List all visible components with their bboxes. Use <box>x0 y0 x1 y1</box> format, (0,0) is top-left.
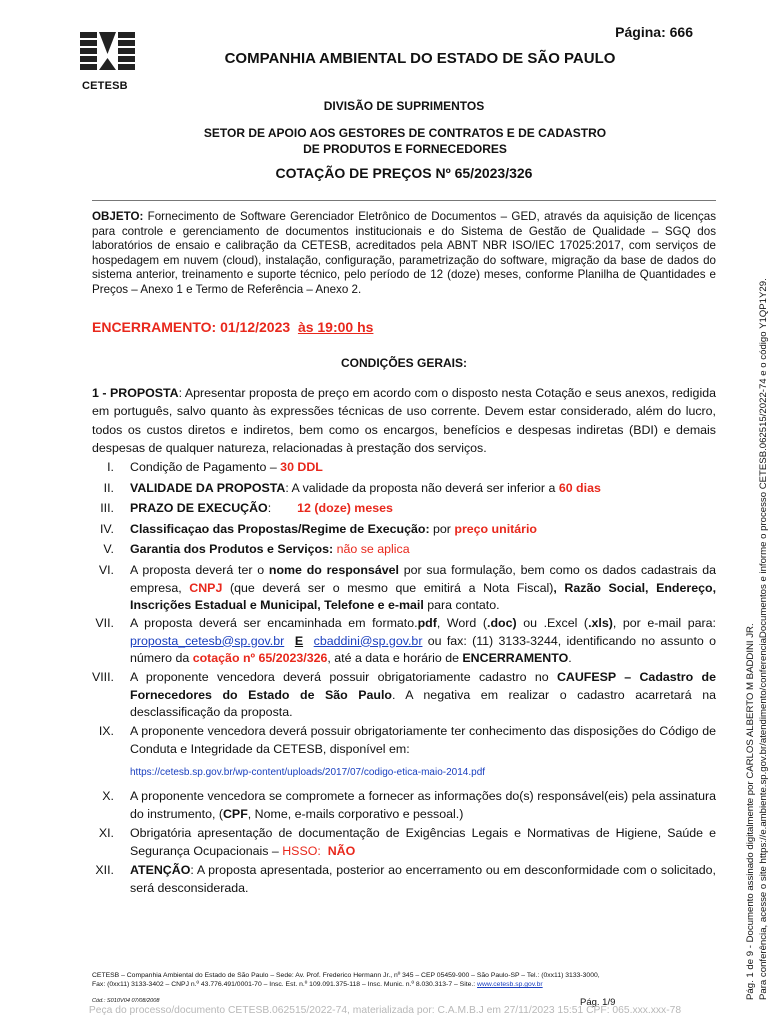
email-link-proposta[interactable]: proposta_cetesb@sp.gov.br <box>130 633 285 648</box>
item-text: . A negativa em realizar o cadastro acarretará na desclassificação da proposta. <box>130 687 716 719</box>
code-of-conduct-link[interactable]: https://cetesb.sp.gov.br/wp-content/uploads/2017/07/codigo-etica-maio-2014.pdf <box>130 767 486 778</box>
warranty-value: não se aplica <box>333 542 410 556</box>
regime-value: preço unitário <box>454 522 537 536</box>
item-number: XI. <box>98 826 114 840</box>
item-text: A proponente vencedora deverá possuir obrigatoriamente cadastro no <box>130 670 557 684</box>
item-text: : A validade da proposta não deverá ser inferior a <box>285 481 559 495</box>
validity-value: 60 dias <box>558 481 601 495</box>
quotation-title: COTAÇÃO DE PREÇOS Nº 65/2023/326 <box>275 165 533 181</box>
sector-line-1: SETOR DE APOIO AOS GESTORES DE CONTRATOS E DE CADASTRO <box>203 126 607 140</box>
encerramento-date: ENCERRAMENTO: 01/12/2023 <box>92 319 291 335</box>
payment-value: 30 DDL <box>280 460 323 474</box>
company-name: COMPANHIA AMBIENTAL DO ESTADO DE SÃO PAULO <box>224 50 616 67</box>
objeto-label: OBJETO: <box>92 210 144 223</box>
objeto-text: Fornecimento de Software Gerenciador Eletrônico de Documentos – GED, através da aquisição de licenças para controle e gerenciamento de documentos institucionais e do Sistema de Gestão de Qualidade – SGQ dos laboratórios de ensaio e calibração da CETESB, acreditados pela ABNT NBR ISO/IEC 17025:2017, com serviços de hospedagem em nuvem (cloud), instalação, configuração, parametrização do software, migração da base de dados do sistema anterior, treinamento e suporte técnico, pelo período de 12 (doze) meses, conforme Planilha de Quantidades e Preços – Anexo 1 e Termo de Referência – Anexo 2. <box>92 210 716 296</box>
item-number: VII. <box>95 616 114 630</box>
side-signature-text: Pág. 1 de 9 - Documento assinado digitalmente por CARLOS ALBERTO M BADDINI JR. <box>745 623 756 1000</box>
proposta-text: : Apresentar proposta de preço em acordo com o disposto nesta Cotação e seus anexos, redigida em português, salvo quanto às expressões técnicas de uso corrente. Devem estar considerado, além do lucro, todos os custos diretos e indiretos, bem como os encargos, benefícios e despesas indiretas (BDI) e demais despesas de qualquer natureza, relacionadas à prestação dos serviços. <box>92 386 716 456</box>
item-text: , Word ( <box>436 616 487 630</box>
watermark: Peça do processo/documento CETESB.062515/2022-74, materializada por: C.A.M.B.J em 27/11/2023 15:51 CPF: 065.xxx.xxx-78 <box>88 1005 682 1016</box>
item-number: VI. <box>98 563 114 577</box>
item-number: X. <box>102 789 114 803</box>
conditions-title: CONDIÇÕES GERAIS: <box>340 356 467 370</box>
item-text: Condição de Pagamento – <box>130 460 281 474</box>
encerramento-line <box>92 319 373 335</box>
item-text: A proposta deverá ser encaminhada em formato. <box>130 616 418 630</box>
item-number: XII. <box>95 863 114 877</box>
item-bold: E <box>294 633 304 648</box>
item-bold: .xls) <box>588 616 613 630</box>
item-label: PRAZO DE EXECUÇÃO <box>130 501 268 515</box>
item-text: para contato. <box>423 598 500 612</box>
item-bold: .doc) <box>487 616 517 630</box>
footer-address <box>92 971 722 989</box>
item-bold: pdf <box>417 616 437 630</box>
item-text: por sua formulação, bem como os dados cadastrais da empresa, <box>130 563 716 595</box>
objeto-paragraph <box>92 210 716 298</box>
cetesb-logo-icon <box>80 30 136 80</box>
item-number: IV. <box>99 522 114 536</box>
footer-code: Cód.: S010V04 07/08/2008 <box>92 998 160 1004</box>
item-bold: , Razão Social, Endereço, Inscrições Estadual e Municipal, Telefone e e-mail <box>130 580 717 612</box>
footer-line-2: Fax: (0xx11) 3133-3402 – CNPJ n.º 43.776.491/0001-70 – Insc. Est. n.º 109.091.375-118 – Insc. Munic. n.º 8.030.313-7 – Site.: <box>92 981 478 988</box>
footer-line-1: CETESB – Companhia Ambiental do Estado de São Paulo – Sede: Av. Prof. Frederico Hermann Jr., nº 345 – CEP 05459-900 – São Paulo-SP – Tel.: (0xx11) 3133-3000, <box>92 972 600 979</box>
item-text: , por e-mail para: <box>612 616 716 630</box>
item-number: II. <box>103 481 114 495</box>
item-bold: nome do responsável <box>268 563 399 577</box>
item-label: VALIDADE DA PROPOSTA <box>130 481 286 495</box>
item-text: A proponente vencedora se compromete a fornecer as informações do(s) responsável(eis) pela assinatura do instrumento, ( <box>130 789 716 821</box>
item-text: por <box>429 522 455 536</box>
item-text: ou fax: (11) 3133-3244, identificando no assunto o número da <box>130 633 716 665</box>
item-bold: ENCERRAMENTO <box>462 651 569 665</box>
item-text: : A proposta apresentada, posterior ao encerramento ou em desconformidade com o solicitado, será desconsiderada. <box>130 863 716 895</box>
divider <box>92 200 716 201</box>
item-bold: ATENÇÃO <box>130 863 191 877</box>
item-number: III. <box>100 501 114 515</box>
item-number: VIII. <box>91 670 114 684</box>
item-text: , Nome, e-mails corporativo e pessoal.) <box>247 806 464 821</box>
item-number: IX. <box>98 724 114 738</box>
execution-term-value: 12 (doze) meses <box>297 501 393 515</box>
item-label: Classificaçao das Propostas/Regime de Execução: <box>130 522 430 536</box>
proposta-paragraph <box>92 384 716 458</box>
page-number-label: Página: 666 <box>615 24 693 40</box>
item-text: A proponente vencedora deverá possuir obrigatoriamente ter conhecimento das disposições do Código de Conduta e Integridade da CETESB, disponível em: <box>130 724 716 756</box>
side-verification-text: Para conferência, acesse o site https://e.ambiente.sp.gov.br/atendimento/conferenciaDocumentos e informe o processo CETESB.062515/2022-74 e o código Y1QP1Y29. <box>758 278 769 1000</box>
hsso-value: NÃO <box>327 843 356 858</box>
item-text: , até a data e horário de <box>327 651 463 665</box>
item-text: A proposta deverá ter o <box>130 563 269 577</box>
sector-line-2: DE PRODUTOS E FORNECEDORES <box>303 142 507 156</box>
item-text: (que deverá ser o mesmo que emitirá a Nota Fiscal) <box>222 580 554 595</box>
item-text: ou .Excel ( <box>516 616 589 630</box>
item-number: I. <box>107 460 114 474</box>
item-number: V. <box>103 542 114 556</box>
sector-title <box>150 125 660 157</box>
item-bold: CAUFESP – Cadastro de Fornecedores do Estado de São Paulo <box>130 670 716 702</box>
footer-page: Pág. 1/9 <box>580 997 616 1008</box>
item-separator: : <box>267 501 272 515</box>
encerramento-time: às 19:00 hs <box>297 319 374 335</box>
hsso-label: HSSO: <box>282 843 321 858</box>
email-link-cbaddini[interactable]: cbaddini@sp.gov.br <box>313 633 423 648</box>
item-label: Garantia dos Produtos e Serviços: <box>130 542 334 556</box>
proposta-label: 1 - PROPOSTA <box>92 386 179 400</box>
item-text: Obrigatória apresentação de documentação de Exigências Legais e Normativas de Higiene, Saúde e Segurança Ocupacionais – <box>130 826 716 858</box>
item-bold: CPF <box>222 806 248 821</box>
division-title: DIVISÃO DE SUPRIMENTOS <box>323 99 485 113</box>
item-text: . <box>568 651 572 665</box>
cnpj-highlight: CNPJ <box>189 580 223 595</box>
quotation-number-highlight: cotação nº 65/2023/326 <box>192 651 328 665</box>
logo-text: CETESB <box>82 80 128 92</box>
footer-site-link[interactable]: www.cetesb.sp.gov.br <box>477 981 543 988</box>
